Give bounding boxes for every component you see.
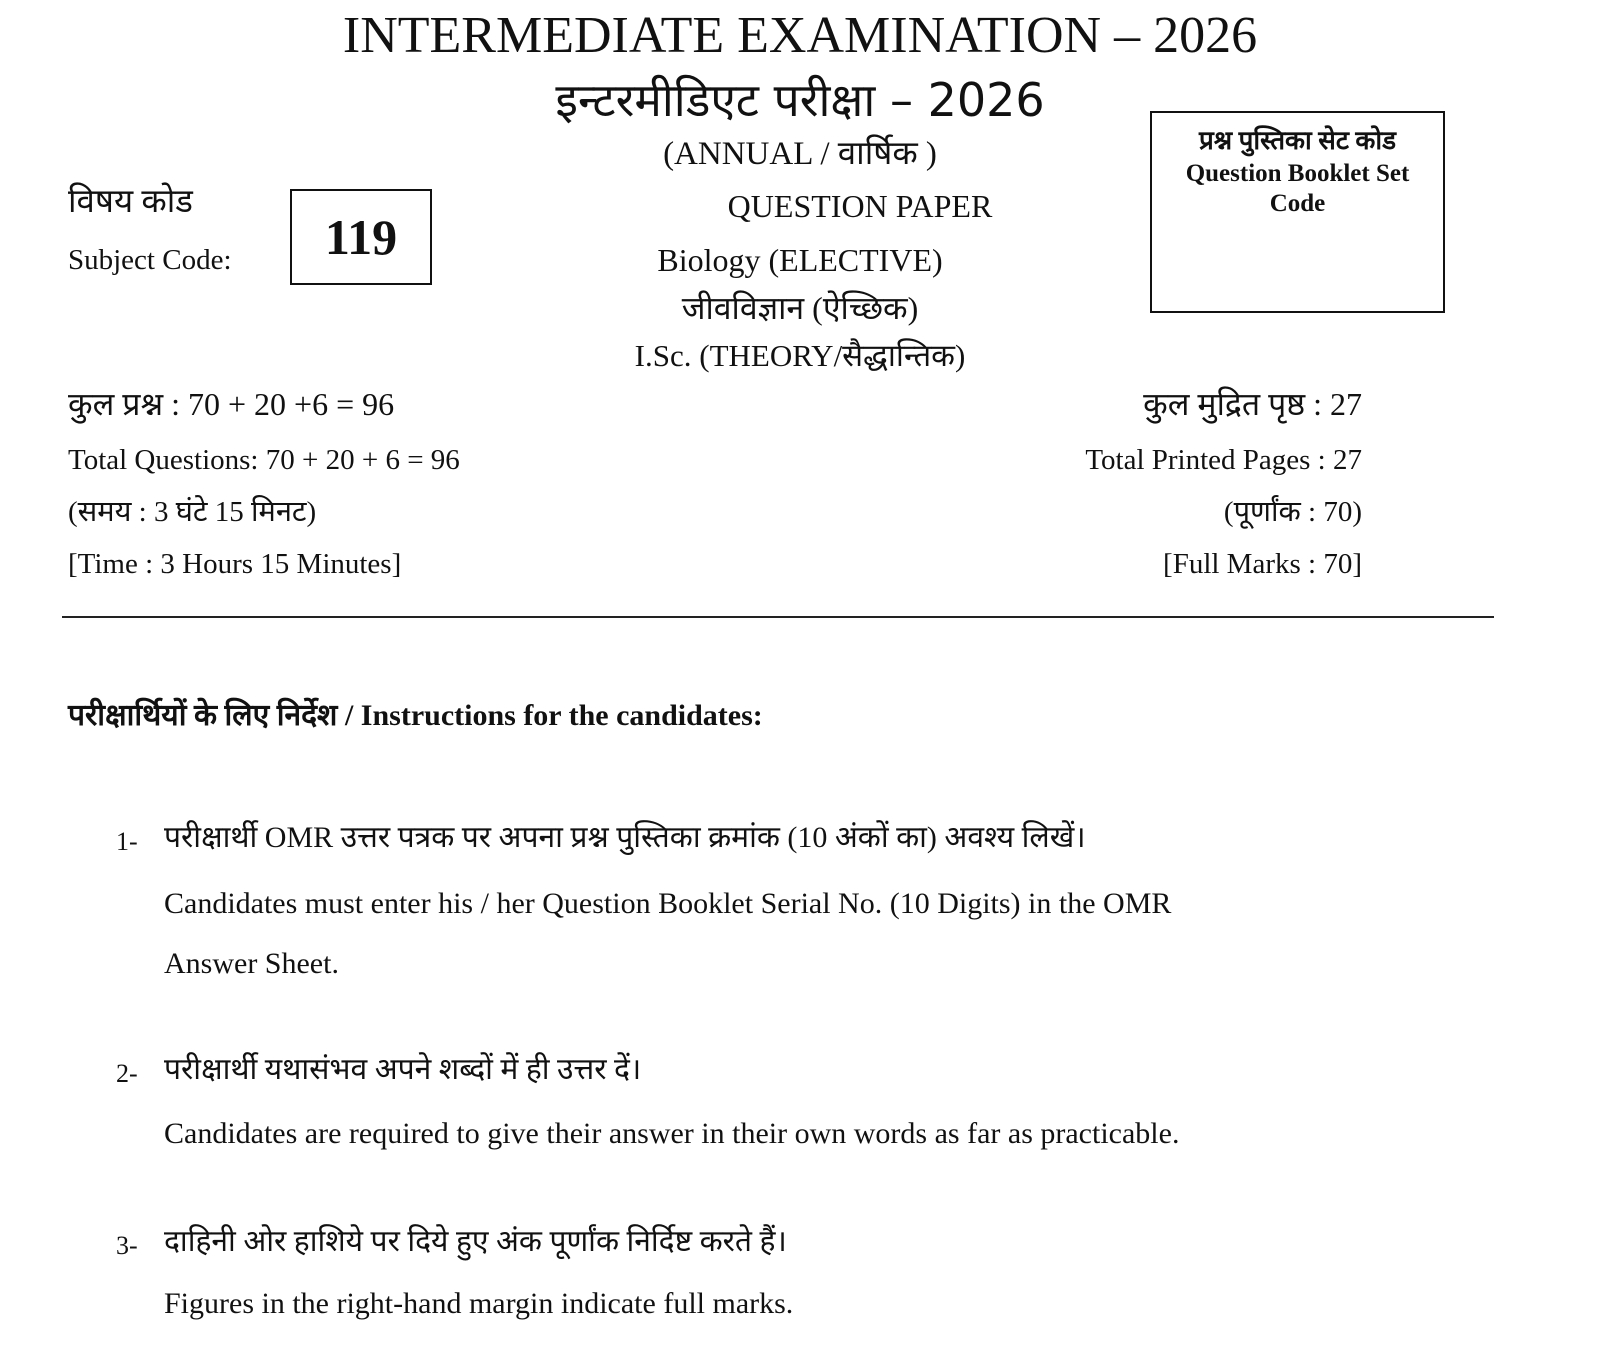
printed-pages-hindi: कुल मुद्रित पृष्ठ : 27: [1143, 386, 1362, 422]
subject-code-value: 119: [324, 209, 398, 265]
subject-name-hindi: जीवविज्ञान (ऐच्छिक): [681, 290, 919, 326]
instruction-text-english: Figures in the right-hand margin indicate full marks.: [164, 1287, 794, 1320]
instruction-text-english: Candidates are required to give their answer in their own words as far as practicable.: [164, 1117, 1180, 1150]
exam-title-hindi: इन्टरमीडिएट परीक्षा – 2026: [555, 73, 1045, 127]
full-marks-hindi: (पूर्णांक : 70): [1223, 496, 1362, 528]
booklet-set-code-box: [1150, 111, 1445, 313]
instruction-text-hindi: परीक्षार्थी OMR उत्तर पत्रक पर अपना प्रश्न पुस्तिका क्रमांक (10 अंकों का) अवश्य लिखें।: [164, 821, 1086, 854]
subject-code-label-english: Subject Code:: [68, 244, 232, 276]
printed-pages-english: Total Printed Pages : 27: [1085, 444, 1362, 476]
time-hindi: (समय : 3 घंटे 15 मिनट): [68, 496, 317, 528]
instructions-heading: परीक्षार्थियों के लिए निर्देश / Instructions for the candidates:: [68, 699, 763, 732]
divider: [62, 616, 1494, 618]
full-marks-english: [Full Marks : 70]: [1163, 548, 1362, 580]
instruction-text-english: Candidates must enter his / her Question Booklet Serial No. (10 Digits) in the OMR: [164, 887, 1172, 920]
exam-title-english: INTERMEDIATE EXAMINATION – 2026: [342, 7, 1258, 64]
time-english: [Time : 3 Hours 15 Minutes]: [68, 548, 402, 580]
stream-label: I.Sc. (THEORY/सैद्धान्तिक): [634, 338, 966, 373]
question-paper-label: QUESTION PAPER: [727, 188, 993, 224]
instruction-number: 2-: [116, 1059, 138, 1088]
subject-name-english: Biology (ELECTIVE): [657, 242, 943, 278]
instruction-number: 3-: [116, 1231, 138, 1260]
instruction-text-english-cont: Answer Sheet.: [164, 947, 339, 980]
total-questions-english: Total Questions: 70 + 20 + 6 = 96: [68, 444, 460, 476]
instruction-text-hindi: परीक्षार्थी यथासंभव अपने शब्दों में ही उत्तर दें।: [164, 1053, 642, 1086]
total-questions-hindi: कुल प्रश्न : 70 + 20 +6 = 96: [68, 386, 395, 422]
subject-code-label-hindi: विषय कोड: [68, 184, 193, 220]
booklet-set-label-hindi: प्रश्न पुस्तिका सेट कोड: [1198, 126, 1397, 155]
instruction-text-hindi: दाहिनी ओर हाशिये पर दिये हुए अंक पूर्णांक निर्दिष्ट करते हैं।: [164, 1225, 787, 1258]
instruction-number: 1-: [116, 827, 138, 856]
booklet-set-label-english: Question Booklet Set Code: [1185, 160, 1410, 217]
exam-type: (ANNUAL / वार्षिक ): [663, 136, 937, 172]
